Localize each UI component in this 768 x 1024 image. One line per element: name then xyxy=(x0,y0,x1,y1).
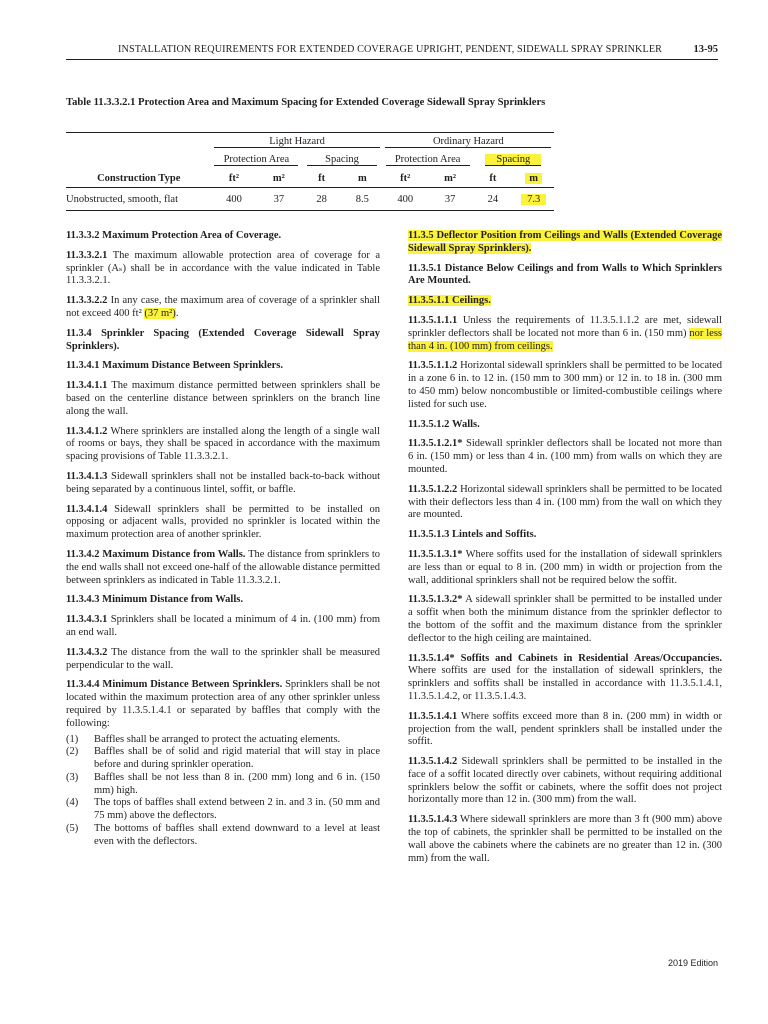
table-empty-cell xyxy=(66,133,211,152)
table-cell: 28 xyxy=(301,188,342,211)
right-column xyxy=(408,230,722,872)
group-header-ordinary: Ordinary Hazard xyxy=(385,136,551,148)
page-number: 13-95 xyxy=(693,44,718,55)
running-header: INSTALLATION REQUIREMENTS FOR EXTENDED COVERAGE UPRIGHT, PENDENT, SIDEWALL SPRAY SPRINKLER xyxy=(118,44,663,55)
paragraph: 11.3.4.2 Maximum Distance from Walls. The distance from sprinklers to the end walls shall not exceed one-half of the allowable distance permitted between sprinklers as indicated in Table 11.3.3.2.1. xyxy=(66,548,381,586)
table-unit-row xyxy=(66,169,554,188)
paragraph: 11.3.5 Deflector Position from Ceilings and Walls (Extended Coverage Sidewall Spray Sprinklers). xyxy=(408,230,723,254)
sub-header-light-spacing: Spacing xyxy=(307,154,377,166)
list-item: (3) Baffles shall be not less than 8 in. (200 mm) long and 6 in. (150 mm) high. xyxy=(66,771,380,796)
paragraph: 11.3.5.1.4.3 Where sidewall sprinklers are more than 3 ft (900 mm) above the top of cabinets, the sprinkler shall be permitted to be installed on the wall above the cabinets where the cabinets are no greater than 12 in. (300 mm) from the wall. xyxy=(408,814,722,864)
table-cell: Unobstructed, smooth, flat xyxy=(66,188,211,211)
spacing-table xyxy=(66,132,554,211)
paragraph: 11.3.4.3.1 Sprinklers shall be located a minimum of 4 in. (100 mm) from an end wall. xyxy=(66,614,381,638)
paragraph: 11.3.4.1.4 Sidewall sprinklers shall be permitted to be installed on opposing or adjacent walls, provided no sprinkler is located within the maximum protection area of another sprinkler. xyxy=(66,503,380,541)
paragraph: 11.3.4.1.1 The maximum distance permitted between sprinklers shall be based on the centerline distance between sprinklers on the branch line along the wall. xyxy=(66,380,380,417)
row-header: Construction Type xyxy=(97,172,181,184)
unit-header: m xyxy=(342,169,383,188)
header-rule xyxy=(66,59,718,60)
baffle-list xyxy=(66,734,380,849)
paragraph: 11.3.5.1.1.1 Unless the requirements of 11.3.5.1.1.2 are met, sidewall sprinkler deflectors shall be located not more than 6 in. (150 mm) nor less than 4 in. (100 mm) from ceilings. xyxy=(408,314,723,352)
paragraph: 11.3.5.1.3.1* Where soffits used for the installation of sidewall sprinklers are less than or equal to 8 in. (200 mm) in width or projection from the wall, additional sprinklers shall not be required below the soffit. xyxy=(408,548,722,586)
unit-header: ft xyxy=(301,169,342,188)
unit-header: m² xyxy=(256,169,301,188)
paragraph: 11.3.3.2.2 In any case, the maximum area of coverage of a sprinkler shall not exceed 400 ft² (37 m²). xyxy=(66,295,381,319)
table-row xyxy=(66,188,554,211)
paragraph: 11.3.3.2.1 The maximum allowable protection area of coverage for a sprinkler (Aₛ) shall be in accordance with the value indicated in Table 11.3.3.2.1. xyxy=(66,249,380,287)
sub-header-ordinary-area: Protection Area xyxy=(386,154,470,166)
unit-header: ft xyxy=(473,169,514,188)
list-item: (5) The bottoms of baffles shall extend downward to a level at least even with the deflectors. xyxy=(66,823,380,847)
table-cell: 8.5 xyxy=(342,188,383,211)
table-title: Table 11.3.3.2.1 Protection Area and Maximum Spacing for Extended Coverage Sidewall Spray Sprinklers xyxy=(66,97,546,108)
unit-header: m² xyxy=(428,169,473,188)
paragraph: 11.3.4.3.2 The distance from the wall to the sprinkler shall be measured perpendicular to the wall. xyxy=(66,646,380,671)
highlighted-text: nor less than 4 in. (100 mm) from ceilings. xyxy=(408,327,723,352)
edition-footer: 2019 Edition xyxy=(667,958,718,968)
paragraph: 11.3.5.1.2.1* Sidewall sprinkler deflectors shall be located not more than 6 in. (150 mm) or less than 4 in. (100 mm) from walls on which they are mounted. xyxy=(408,438,723,475)
table-cell: 7.3 xyxy=(521,194,546,205)
table-sub-header-row xyxy=(66,151,554,169)
list-item: (1) Baffles shall be arranged to protect the actuating elements. xyxy=(66,733,341,745)
sub-header-light-area: Protection Area xyxy=(214,154,298,166)
unit-header: ft² xyxy=(383,169,428,188)
unit-header: m xyxy=(525,173,542,184)
table-cell: 37 xyxy=(428,188,473,211)
paragraph: 11.3.4.4 Minimum Distance Between Sprinklers. Sprinklers shall be not located within the maximum protection area of any other sprinkler unless required by 11.3.5.1.4.1 or separated by baffles that comply with the following: xyxy=(66,679,381,729)
left-column xyxy=(66,230,380,849)
table-cell: 24 xyxy=(473,188,514,211)
table-cell: 400 xyxy=(383,188,428,211)
paragraph: 11.3.5.1 Distance Below Ceilings and from Walls to Which Sprinklers Are Mounted. xyxy=(408,262,723,287)
paragraph: 11.3.5.1.3 Lintels and Soffits. xyxy=(408,529,537,541)
paragraph: 11.3.5.1.4* Soffits and Cabinets in Residential Areas/Occupancies. Where soffits are used for the installation of sidewall sprinklers, the sprinklers and soffits shall be installed in accordance with 11.3.5.1.4.1, 11.3.5.1.4.2, or 11.3.5.1.4.3. xyxy=(408,652,722,702)
list-item: (2) Baffles shall be of solid and rigid material that will stay in place before and during sprinkler operation. xyxy=(66,746,380,771)
unit-header: ft² xyxy=(211,169,256,188)
list-item: (4) The tops of baffles shall extend between 2 in. and 3 in. (50 mm and 75 mm) above the deflectors. xyxy=(66,797,380,822)
paragraph: 11.3.4.3 Minimum Distance from Walls. xyxy=(66,594,243,606)
paragraph: 11.3.5.1.1 Ceilings. xyxy=(408,295,491,307)
table-group-header-row xyxy=(66,133,554,152)
paragraph: 11.3.4.1.3 Sidewall sprinklers shall not be installed back-to-back without being separated by a continuous lintel, soffit, or baffle. xyxy=(66,470,381,495)
table-cell: 400 xyxy=(211,188,256,211)
paragraph: 11.3.5.1.2.2 Horizontal sidewall sprinklers shall be permitted to be located with their deflectors less than 4 in. (100 mm) from the wall on which they are mounted. xyxy=(408,483,722,521)
sub-header-ordinary-spacing: Spacing xyxy=(485,154,541,166)
paragraph: 11.3.5.1.2 Walls. xyxy=(408,418,480,430)
paragraph: 11.3.4 Sprinkler Spacing (Extended Coverage Sidewall Spray Sprinklers). xyxy=(66,327,380,352)
paragraph: 11.3.5.1.3.2* A sidewall sprinkler shall be permitted to be installed under a soffit when both the minimum distance from the sprinkler deflector to the bottom of the soffit and the maximum distance from the sprinkler deflector to the high ceiling are maintained. xyxy=(408,594,723,644)
paragraph: 11.3.3.2 Maximum Protection Area of Coverage. xyxy=(66,230,282,241)
table-cell: 37 xyxy=(256,188,301,211)
paragraph-text: In any case, the maximum area of coverage of a sprinkler shall not exceed 400 ft² (37 m²). xyxy=(66,295,381,319)
paragraph: 11.3.5.1.1.2 Horizontal sidewall sprinklers shall be permitted to be located in a zone 6 in. to 12 in. (150 mm to 300 mm) or 12 in. to 18 in. (300 mm to 450 mm) below noncombustible or limited-combustible ceilings where listed for such use. xyxy=(408,360,722,410)
paragraph: 11.3.5.1.4.2 Sidewall sprinklers shall be permitted to be installed in the face of a soffit located directly over cabinets, without requiring additional sprinklers below the soffit or cabinets, where the soffit does not project horizontally more than 12 in. (300 mm) from the wall. xyxy=(408,756,722,806)
paragraph: 11.3.4.1 Maximum Distance Between Sprinklers. xyxy=(66,360,283,372)
group-header-light: Light Hazard xyxy=(214,136,380,148)
highlighted-text: (37 m²) xyxy=(144,307,176,319)
paragraph: 11.3.4.1.2 Where sprinklers are installed along the length of a single wall of rooms or bays, they shall be spaced in accordance with the maximum spacing provisions of Table 11.3.3.2.1. xyxy=(66,425,381,463)
paragraph: 11.3.5.1.4.1 Where soffits exceed more than 8 in. (200 mm) in width or projection from the wall, pendent sprinklers shall be installed under the soffit. xyxy=(408,710,722,748)
